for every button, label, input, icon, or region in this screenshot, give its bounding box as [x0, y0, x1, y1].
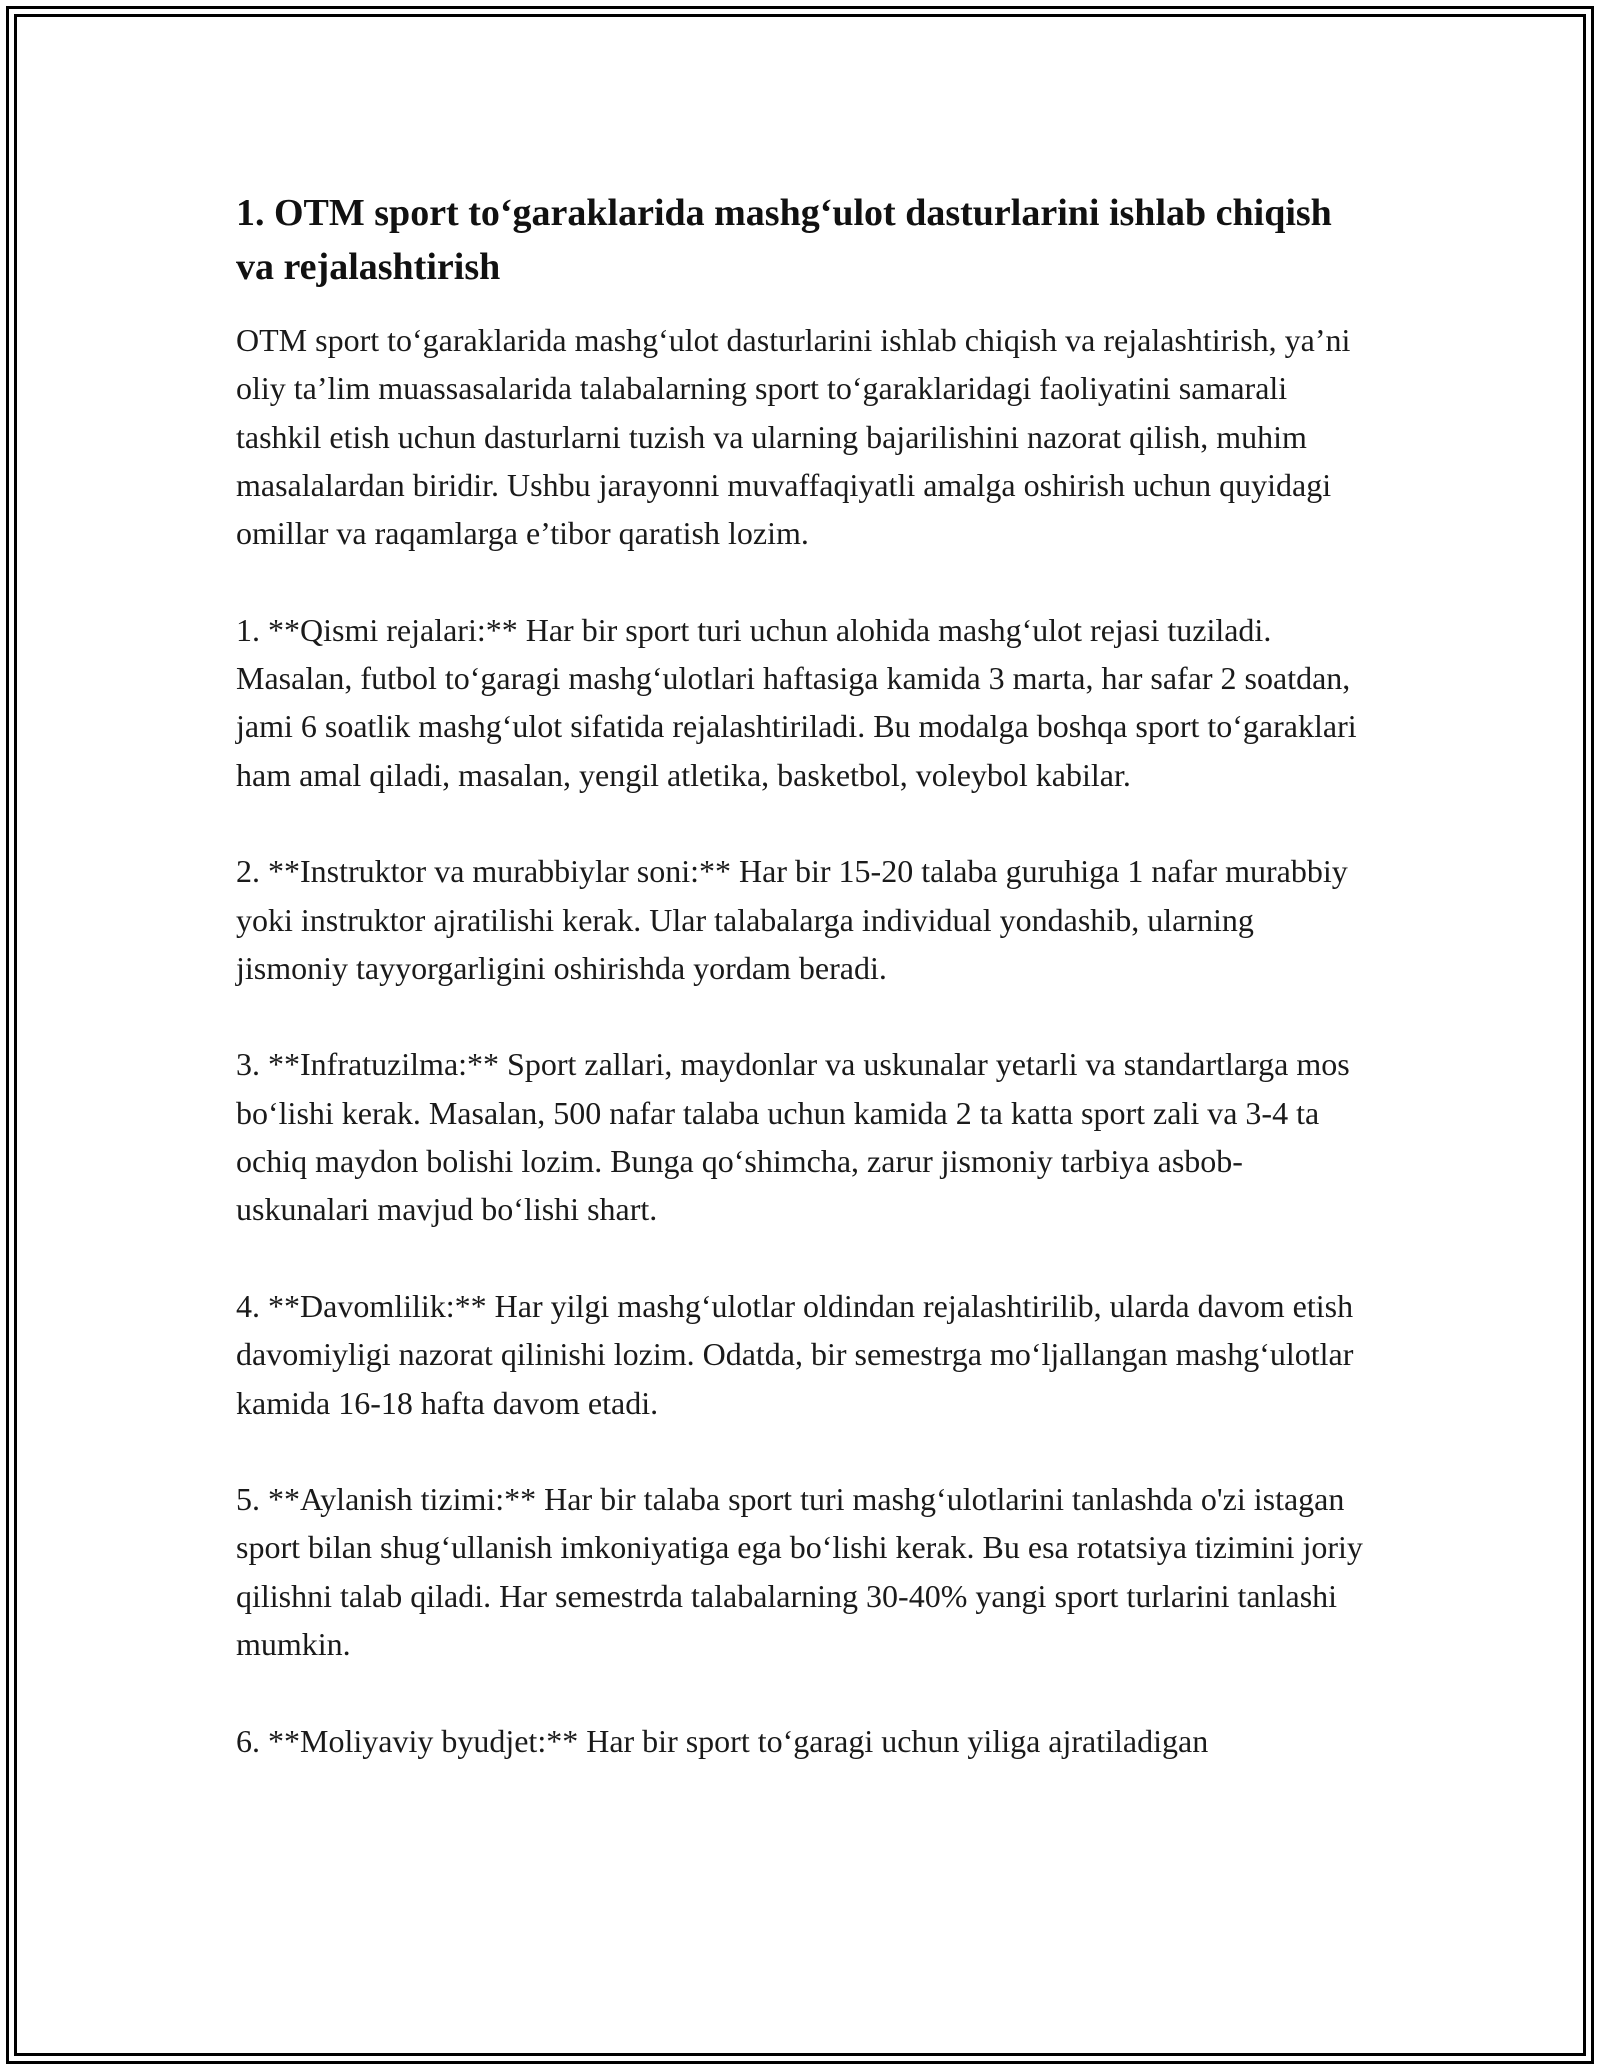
document-title: 1. OTM sport to‘garaklarida mashg‘ulot dasturlarini ishlab chiqish va rejalashtirish	[236, 192, 1332, 288]
item-2-paragraph: 2. **Instruktor va murabbiylar soni:** Har bir 15-20 talaba guruhiga 1 nafar murabbiy yoki instruktor ajratilishi kerak. Ular talabalarga individual yondashib, ularning jismoniy tayyorgarligini oshirishda yordam beradi.	[236, 853, 1348, 986]
item-6-paragraph: 6. **Moliyaviy byudjet:** Har bir sport to‘garagi uchun yiliga ajratiladigan	[236, 1722, 1209, 1759]
item-1-paragraph: 1. **Qismi rejalari:** Har bir sport turi uchun alohida mashg‘ulot rejasi tuziladi. Masalan, futbol to‘garagi mashg‘ulotlari haftasiga kamida 3 marta, har safar 2 soatdan, jami 6 soatlik mashg‘ulot sifatida rejalashtiriladi. Bu modalga boshqa sport to‘garaklari ham amal qiladi, masalan, yengil atletika, basketbol, voleybol kabilar.	[236, 611, 1357, 793]
item-5-paragraph: 5. **Aylanish tizimi:** Har bir talaba sport turi mashg‘ulotlarini tanlashda o'zi istagan sport bilan shug‘ullanish imkoniyatiga ega bo‘lishi kerak. Bu esa rotatsiya tizimini joriy qilishni talab qiladi. Har semestrda talabalarning 30-40% yangi sport turlarini tanlashi mumkin.	[236, 1481, 1363, 1663]
item-3-paragraph: 3. **Infratuzilma:** Sport zallari, maydonlar va uskunalar yetarli va standartlarga mos bo‘lishi kerak. Masalan, 500 nafar talaba uchun kamida 2 ta katta sport zali va 3-4 ta ochiq maydon bolishi lozim. Bunga qo‘shimcha, zarur jismoniy tarbiya asbob-uskunalari mavjud bo‘lishi shart.	[236, 1046, 1350, 1228]
item-4-paragraph: 4. **Davomlilik:** Har yilgi mashg‘ulotlar oldindan rejalashtirilib, ularda davom etish davomiyligi nazorat qilinishi lozim. Odatda, bir semestrga mo‘ljallangan mashg‘ulotlar kamida 16-18 hafta davom etadi.	[236, 1287, 1354, 1421]
intro-paragraph: OTM sport to‘garaklarida mashg‘ulot dasturlarini ishlab chiqish va rejalashtirish, ya’ni oliy ta’lim muassasalarida talabalarning sport to‘garaklaridagi faoliyatini samarali tashkil etish uchun dasturlarni tuzish va ularning bajarilishini nazorat qilish, muhim masalalardan biridir. Ushbu jarayonni muvaffaqiyatli amalga oshirish uchun quyidagi omillar va raqamlarga e’tibor qaratish lozim.	[236, 322, 1351, 552]
document-page	[236, 186, 1366, 1813]
